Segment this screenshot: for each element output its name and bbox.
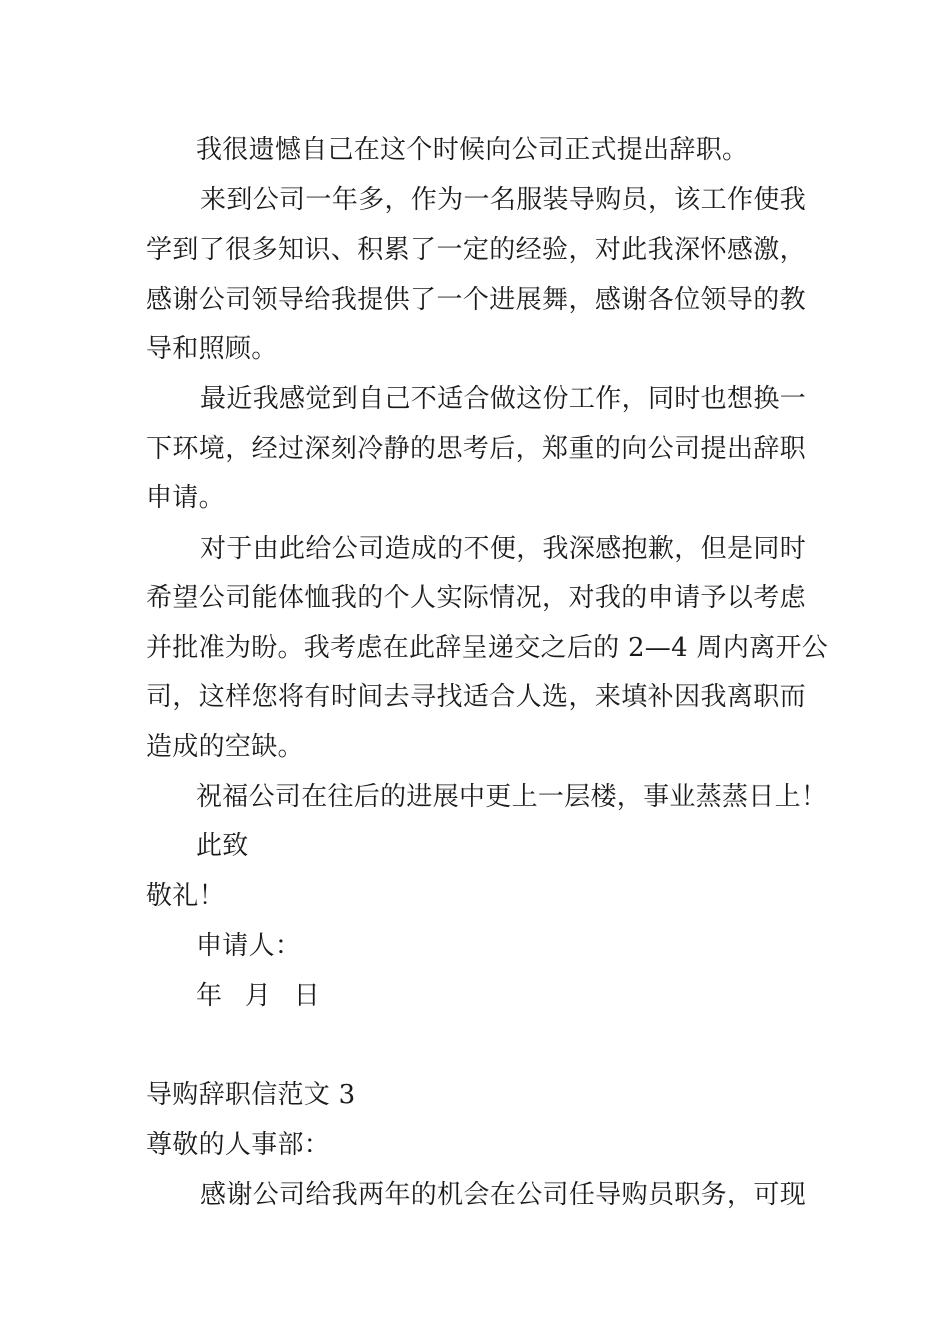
- closing-line: 此致: [196, 831, 249, 861]
- paragraph-line: 司，这样您将有时间去寻找适合人选，来填补因我离职而: [146, 682, 806, 712]
- paragraph-line: 最近我感觉到自己不适合做这份工作，同时也想换一: [200, 384, 806, 414]
- paragraph-line: 我很遗憾自己在这个时候向公司正式提出辞职。: [196, 135, 749, 165]
- paragraph-line: 希望公司能体恤我的个人实际情况，对我的申请予以考虑: [146, 583, 806, 613]
- paragraph-line: 导和照顾。: [146, 334, 278, 364]
- salutation-line: 敬礼！: [146, 881, 225, 911]
- paragraph-line: 感谢公司给我两年的机会在公司任导购员职务，可现: [200, 1180, 806, 1210]
- paragraph-line: 学到了很多知识、积累了一定的经验，对此我深怀感激，: [146, 235, 806, 265]
- salutation-line: 尊敬的人事部：: [146, 1130, 331, 1160]
- date-day: 日: [293, 981, 321, 1011]
- paragraph-line: 来到公司一年多，作为一名服装导购员，该工作使我: [200, 185, 806, 215]
- applicant-label: 申请人：: [196, 931, 302, 961]
- date-month: 月: [244, 981, 272, 1011]
- paragraph-line: 造成的空缺。: [146, 732, 304, 762]
- paragraph-line: 下环境，经过深刻冷静的思考后，郑重的向公司提出辞职: [146, 434, 806, 464]
- paragraph-line: 对于由此给公司造成的不便，我深感抱歉，但是同时: [200, 534, 806, 564]
- date-year: 年: [196, 981, 223, 1011]
- paragraph-line: 申请。: [146, 483, 225, 513]
- paragraph-line: 并批准为盼。我考虑在此辞呈递交之后的 2—4 周内离开公: [146, 633, 829, 663]
- paragraph-line: 感谢公司领导给我提供了一个进展舞，感谢各位领导的教: [146, 285, 806, 315]
- date-line: [196, 981, 334, 1011]
- paragraph-line: 祝福公司在往后的进展中更上一层楼，事业蒸蒸日上！: [196, 782, 828, 812]
- section-title: 导购辞职信范文 3: [146, 1080, 356, 1110]
